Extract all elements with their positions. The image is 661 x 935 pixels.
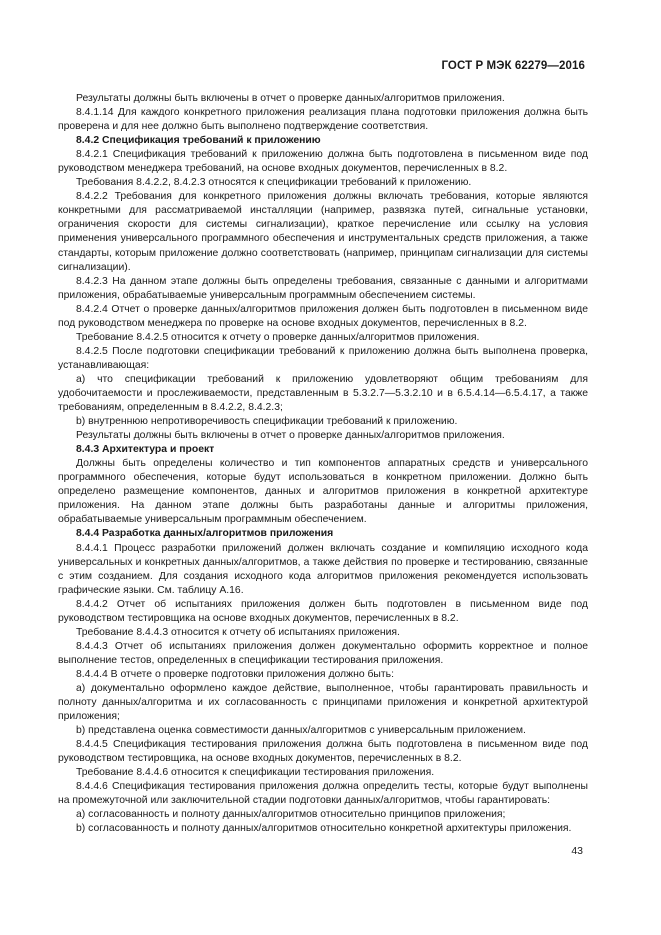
page-number: 43 — [571, 845, 583, 857]
list-item: a) что спецификации требований к приложению удовлетворяют общим требованиям для удобочитаемости и прослеживаемости, представленным в 5.3.2.7—5.3.2.10 и в 6.5.4.14—6.5.4.17, а также требованиям, определенным в 8.4.2.2, 8.4.2.3; — [58, 373, 588, 414]
document-body — [58, 92, 588, 836]
list-item: a) документально оформлено каждое действие, выполненное, чтобы гарантировать правильность и полноту данных/алгоритма и их согласованность с принципами приложения и конкретной архитектурой приложения; — [58, 682, 588, 723]
paragraph: Должны быть определены количество и тип компонентов аппаратных средств и универсального программного обеспечения, которые будут использоваться в конкретном приложении. Должно быть определено размещение компонентов, данных и алгоритмов приложения в конкретной архитектуре приложения. На данном этапе должны быть разработаны данные и алгоритмы приложения, обрабатываемые универсальным программным обеспечением. — [58, 458, 588, 526]
paragraph: 8.4.4.2 Отчет об испытаниях приложения должен быть подготовлен в письменном виде под руководством тестировщика на основе входных документов, перечисленных в 8.2. — [58, 598, 588, 624]
list-item: a) согласованность и полноту данных/алгоритмов относительно принципов приложения; — [76, 809, 506, 821]
section-heading: 8.4.3 Архитектура и проект — [76, 444, 215, 456]
paragraph: 8.4.4.5 Спецификация тестирования приложения должна быть подготовлена в письменном виде под руководством тестировщика, на основе входных документов, перечисленных в 8.2. — [58, 739, 588, 765]
paragraph: 8.4.1.14 Для каждого конкретного приложения реализация плана подготовки приложения должна быть проверена и для нее должно быть выполнено подтверждение соответствия. — [58, 107, 588, 133]
paragraph: 8.4.2.4 Отчет о проверке данных/алгоритмов приложения должен быть подготовлен в письменном виде под руководством менеджера по проверке на основе входных документов, перечисленных в 8.2. — [58, 303, 588, 329]
paragraph: Требования 8.4.2.2, 8.4.2.3 относятся к спецификации требований к приложению. — [76, 177, 472, 189]
list-item: b) согласованность и полноту данных/алгоритмов относительно конкретной архитектуры приложения. — [76, 823, 572, 835]
paragraph: 8.4.4.3 Отчет об испытаниях приложения должен документально оформить корректное и полное выполнение тестов, определенных в спецификации тестирования приложения. — [58, 640, 588, 666]
paragraph: 8.4.2.3 На данном этапе должны быть определены требования, связанные с данными и алгоритмами приложения, обрабатываемые универсальным программным обеспечением системы. — [58, 275, 588, 301]
standard-header: ГОСТ Р МЭК 62279—2016 — [441, 60, 585, 72]
paragraph: Требование 8.4.4.3 относится к отчету об испытаниях приложения. — [76, 626, 400, 638]
paragraph: 8.4.2.1 Спецификация требований к приложению должна быть подготовлена в письменном виде под руководством менеджера требований, на основе входных документов, перечисленных в 8.2. — [58, 149, 588, 175]
list-item: b) внутреннюю непротиворечивость спецификации требований к приложению. — [76, 416, 458, 428]
paragraph: Требование 8.4.4.6 относится к спецификации тестирования приложения. — [76, 767, 435, 779]
paragraph: 8.4.2.5 После подготовки спецификации требований к приложению должна быть выполнена проверка, устанавливающая: — [58, 345, 588, 371]
section-heading: 8.4.4 Разработка данных/алгоритмов приложения — [76, 528, 334, 540]
section-heading: 8.4.2 Спецификация требований к приложению — [76, 135, 321, 147]
paragraph: 8.4.4.4 В отчете о проверке подготовки приложения должно быть: — [76, 668, 394, 680]
paragraph: Результаты должны быть включены в отчет о проверке данных/алгоритмов приложения. — [76, 93, 505, 104]
paragraph: 8.4.4.1 Процесс разработки приложений должен включать создание и компиляцию исходного кода универсальных и конкретных данных/алгоритмов, а также действия по проверке и тестированию, связанные с этим созданием. Для создания исходного кода алгоритмов приложения рекомендуется использовать графические языки. См. таблицу А.16. — [58, 542, 588, 596]
paragraph: Требование 8.4.2.5 относится к отчету о проверке данных/алгоритмов приложения. — [76, 331, 480, 343]
paragraph: 8.4.2.2 Требования для конкретного приложения должны включать требования, которые являются конкретными для рассматриваемой инсталляции (например, развязка путей, сигнальные установки, ограничения скорости для системы сигнализации), краткое перечисление или ссылку на условия применения универсального программного обеспечения и инструментальных средств приложения, а также стандарты, которым приложение должно соответствовать (например, принципам сигнализации для системы сигнализации). — [58, 191, 588, 273]
paragraph: Результаты должны быть включены в отчет о проверке данных/алгоритмов приложения. — [76, 430, 505, 442]
paragraph: 8.4.4.6 Спецификация тестирования приложения должна определить тесты, которые будут выполнены на промежуточной или заключительной стадии подготовки данных/алгоритмов, чтобы гарантировать: — [58, 781, 588, 807]
list-item: b) представлена оценка совместимости данных/алгоритмов с универсальным приложением. — [76, 725, 526, 737]
